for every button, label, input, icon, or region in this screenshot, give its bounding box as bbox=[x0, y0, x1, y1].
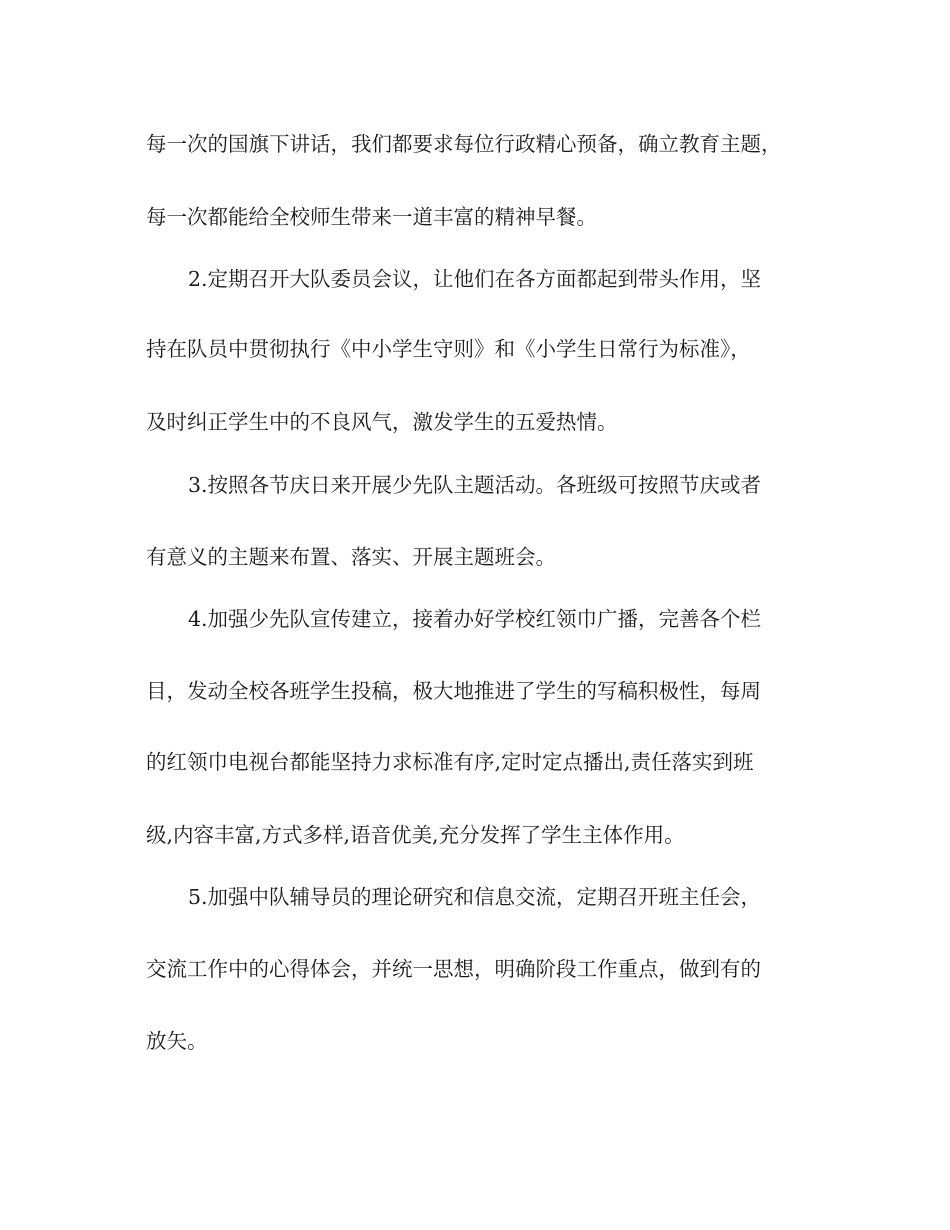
body-text-line: 放矢。 bbox=[146, 1029, 208, 1053]
body-text-line: 每一次的国旗下讲话，我们都要求每位行政精心预备，确立教育主题， bbox=[146, 132, 782, 156]
body-text-line: 及时纠正学生中的不良风气，激发学生的五爱热情。 bbox=[146, 410, 618, 434]
body-text-line: 交流工作中的心得体会，并统一思想，明确阶段工作重点，做到有的 bbox=[146, 957, 761, 981]
body-text-line: 每一次都能给全校师生带来一道丰富的精神早餐。 bbox=[146, 205, 597, 229]
paragraph-5-start: 5.加强中队辅导员的理论研究和信息交流，定期召开班主任会， bbox=[188, 885, 762, 909]
body-text-line: 的红领巾电视台都能坚持力求标准有序,定时定点播出,责任落实到班 bbox=[146, 750, 754, 774]
paragraph-4-start: 4.加强少先队宣传建立，接着办好学校红领巾广播，完善各个栏 bbox=[188, 607, 762, 631]
body-text-line: 目，发动全校各班学生投稿，极大地推进了学生的写稿积极性，每周 bbox=[146, 679, 761, 703]
paragraph-2-start: 2.定期召开大队委员会议，让他们在各方面都起到带头作用，坚 bbox=[188, 267, 762, 291]
body-text-line: 有意义的主题来布置、落实、开展主题班会。 bbox=[146, 545, 556, 569]
body-text-line: 持在队员中贯彻执行《中小学生守则》和《小学生日常行为标准》， bbox=[146, 337, 751, 361]
body-text-line: 级,内容丰富,方式多样,语音优美,充分发挥了学生主体作用。 bbox=[146, 823, 685, 847]
paragraph-3-start: 3.按照各节庆日来开展少先队主题活动。各班级可按照节庆或者 bbox=[188, 473, 762, 497]
